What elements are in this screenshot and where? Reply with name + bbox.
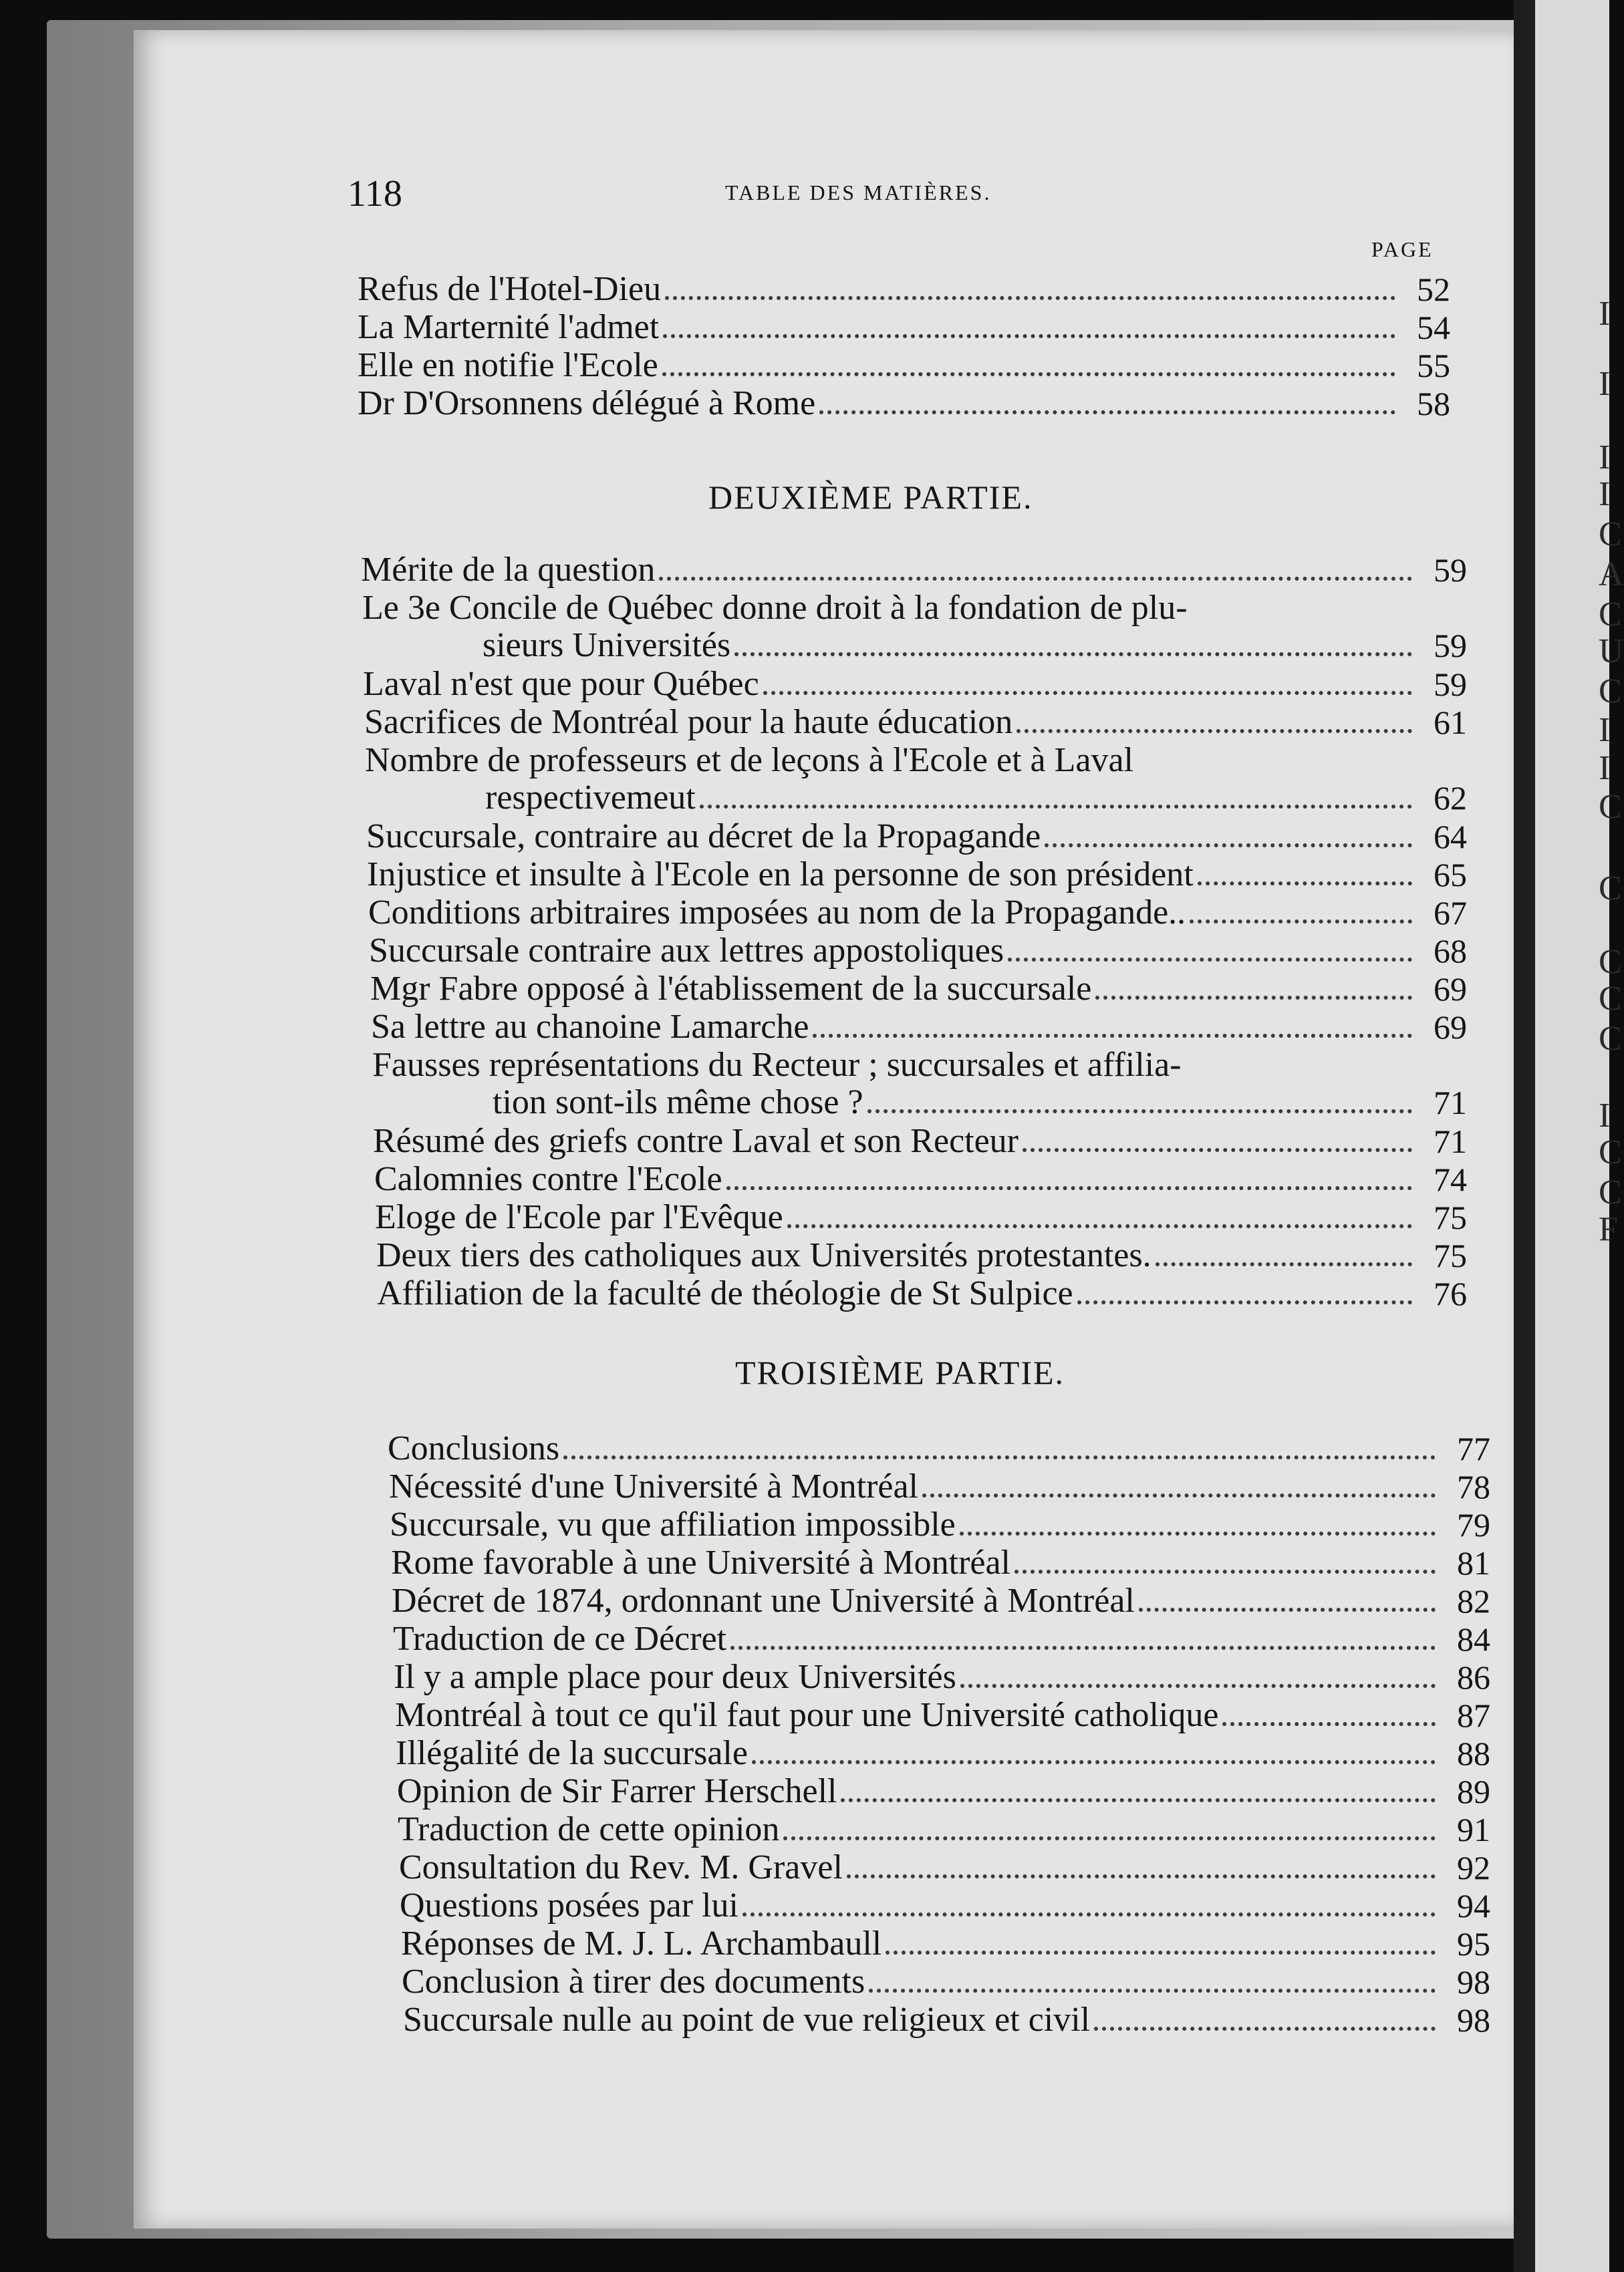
toc-entry [358,309,1450,346]
toc-entry-title: La Marternité l'admet [358,308,660,346]
facing-page-letter: C [1599,672,1622,710]
toc-entry [373,1123,1467,1160]
dot-leader [783,1836,1436,1840]
dot-leader [763,691,1412,695]
toc-entry-page: 88 [1457,1735,1490,1772]
facing-page-letter: I [1599,295,1611,333]
toc-entry-title: Mgr Fabre opposé à l'établissement de la succursale [370,970,1092,1008]
toc-entry-page: 81 [1457,1544,1490,1582]
toc-entry-page: 54 [1417,309,1450,346]
facing-page-letter: I [1599,1097,1611,1135]
facing-page-letter: C [1599,980,1622,1018]
dot-leader [1008,958,1412,962]
dot-leader [1190,919,1412,924]
facing-page-letter: I [1599,438,1611,476]
toc-entry [375,1199,1467,1236]
toc-entry-title: Succursale contraire aux lettres appostoliques [369,932,1004,970]
dot-leader [819,410,1395,414]
dot-leader [1014,1570,1436,1574]
dot-leader [730,1646,1436,1650]
toc-entry-title: Elle en notifie l'Ecole [358,346,658,384]
toc-entry-title: Affiliation de la faculté de théologie de St Sulpice [377,1274,1073,1312]
toc-entry [400,1887,1490,1925]
toc-entry-title: Rome favorable à une Université à Montréal [391,1544,1010,1582]
toc-entry [377,1275,1467,1312]
dot-leader [742,1912,1436,1916]
facing-page-letter: I [1599,749,1611,787]
toc-entry-title: Consultation du Rev. M. Gravel [399,1848,843,1886]
facing-page-letter: C [1599,515,1622,553]
toc-entry [391,1544,1490,1582]
dot-leader [869,1989,1436,1993]
toc-entry [390,1506,1490,1544]
dot-leader [841,1798,1436,1802]
facing-page-letter: C [1599,1020,1622,1058]
dot-leader [734,652,1412,656]
book-binding [1514,0,1535,2272]
toc-entry-page: 59 [1434,551,1467,589]
toc-entry-page: 76 [1434,1275,1467,1312]
toc-entry-page: 84 [1457,1620,1490,1658]
facing-page-letter: A [1599,555,1624,593]
toc-entry [403,2001,1490,2039]
toc-entry [398,1811,1490,1848]
dot-leader [1094,2027,1436,2031]
facing-page-letter: U [1599,632,1624,670]
dot-leader [960,1532,1436,1536]
toc-entry-page: 75 [1434,1199,1467,1236]
toc-entry-title: Dr D'Orsonnens délégué à Rome [358,384,816,422]
toc-entry-page: 59 [1434,666,1467,703]
toc-entry [369,932,1467,970]
toc-entry-multiline [365,742,1467,817]
dot-leader [726,1186,1412,1190]
dot-leader [663,334,1395,338]
toc-entry-title: Injustice et insulte à l'Ecole en la personne de son président [367,855,1194,893]
toc-entry-title: Mérite de la question [361,551,656,589]
toc-entry-title: Refus de l'Hotel-Dieu [358,270,662,308]
dot-leader [922,1494,1436,1498]
toc-entry-page: 65 [1434,856,1467,893]
toc-entry [358,385,1450,422]
facing-page-letter: C [1599,869,1622,907]
toc-entry-page: 87 [1457,1697,1490,1734]
dot-leader [1077,1300,1412,1304]
dot-leader [662,372,1395,376]
page-number: 118 [348,173,402,215]
facing-page-letter: I [1599,475,1611,513]
dot-leader [867,1109,1412,1113]
dot-leader [1139,1608,1436,1612]
facing-page-letter: F [1599,1210,1618,1248]
toc-entry [358,347,1450,384]
facing-page-letter: I [1599,711,1611,749]
toc-entry [396,1735,1490,1772]
toc-entry-title: Décret de 1874, ordonnant une Université à Montréal [392,1582,1135,1620]
toc-entry-title: Il y a ample place pour deux Universités [394,1658,956,1696]
toc-entry [371,1008,1467,1046]
section-heading: DEUXIÈME PARTIE. [708,478,1033,516]
facing-page-letter: C [1599,788,1622,826]
toc-entry [376,1237,1467,1274]
toc-entry-page: 75 [1434,1237,1467,1274]
toc-entry-page: 86 [1457,1659,1490,1696]
facing-page-letter: C [1599,595,1622,633]
toc-entry-title: Résumé des griefs contre Laval et son Recteur [373,1122,1019,1160]
toc-entry-title: Traduction de ce Décret [393,1620,727,1658]
toc-entry-page: 67 [1434,894,1467,932]
toc-entry-page: 78 [1457,1468,1490,1506]
dot-leader [659,577,1412,581]
toc-entry-title: Calomnies contre l'Ecole [374,1160,722,1198]
toc-entry-page: 74 [1434,1161,1467,1198]
toc-entry-page: 94 [1457,1887,1490,1925]
toc-entry-title: Eloge de l'Ecole par l'Evêque [375,1198,783,1236]
running-title: TABLE DES MATIÈRES. [725,180,992,204]
toc-entry-page: 64 [1434,818,1467,855]
toc-entry-page: 68 [1434,932,1467,970]
toc-entry-multiline [362,589,1467,664]
toc-entry-title: Traduction de cette opinion [398,1810,780,1848]
toc-entry [392,1582,1490,1620]
toc-entry-page: 92 [1457,1849,1490,1886]
toc-entry-page: 79 [1457,1506,1490,1544]
toc-entry [402,1963,1490,2001]
toc-entry-title: Sa lettre au chanoine Lamarche [371,1008,809,1046]
toc-entry-title: Opinion de Sir Farrer Herschell [397,1772,837,1810]
toc-entry-title: Laval n'est que pour Québec [363,665,759,703]
toc-entry-title: Sacrifices de Montréal pour la haute éducation [364,703,1013,741]
dot-leader [752,1760,1436,1764]
dot-leader [960,1684,1436,1688]
toc-entry-title: Succursale, contraire au décret de la Propagande [366,817,1041,855]
toc-entry-continuation: sieurs Universités [483,626,731,664]
toc-entry-title: Deux tiers des catholiques aux Universités protestantes. [376,1236,1152,1274]
toc-entry-page: 98 [1457,1963,1490,2001]
toc-entry-page: 59 [1434,627,1467,664]
toc-entry-title: Illégalité de la succursale [396,1734,748,1772]
running-head [348,172,1484,219]
toc-entry-page: 69 [1434,1008,1467,1046]
dot-leader [1017,729,1412,733]
toc-entry-title: Montréal à tout ce qu'il faut pour une Université catholique [395,1696,1219,1734]
facing-page-letter: I [1599,365,1611,403]
toc-entry [389,1468,1490,1506]
toc-entry-page: 62 [1434,779,1467,817]
toc-entry-continuation: respectivemeut [485,778,696,817]
toc-entry [358,271,1450,308]
toc-entry-page: 61 [1434,704,1467,741]
toc-entry [367,856,1467,893]
toc-entry-page: 69 [1434,970,1467,1008]
dot-leader [886,1951,1436,1955]
toc-entry-title: Conclusions [388,1429,560,1467]
toc-entry-page: 98 [1457,2001,1490,2039]
toc-entry [401,1925,1490,1963]
toc-entry-title: Questions posées par lui [400,1886,738,1925]
dot-leader [1045,843,1412,847]
toc-entry-page: 89 [1457,1773,1490,1810]
toc-entry-page: 71 [1434,1084,1467,1121]
dot-leader [1095,996,1412,1000]
toc-entry-title: Conditions arbitraires imposées au nom de la Propagande.. [368,893,1186,932]
toc-entry [366,818,1467,855]
toc-entry-page: 71 [1434,1123,1467,1160]
dot-leader [563,1455,1436,1459]
dot-leader [700,805,1412,809]
toc-entry-page: 55 [1417,347,1450,384]
toc-entry [399,1849,1490,1886]
toc-entry-title: Réponses de M. J. L. Archambaull [401,1925,882,1963]
dot-leader [1198,881,1412,885]
toc-entry-page: 95 [1457,1925,1490,1963]
toc-entry-title: Succursale, vu que affiliation impossible [390,1506,956,1544]
dot-leader [1023,1148,1412,1152]
toc-entry-page: 58 [1417,385,1450,422]
section-heading: TROISIÈME PARTIE. [735,1354,1065,1391]
facing-page-letter: C [1599,1133,1622,1171]
toc-entry [393,1620,1490,1658]
facing-page-letter: C [1599,1173,1622,1212]
dot-leader [847,1874,1436,1878]
toc-entry [361,551,1467,589]
toc-entry-title: Nécessité d'une Université à Montréal [389,1467,918,1506]
toc-entry [394,1659,1490,1696]
page-column-label: PAGE [1371,237,1434,261]
dot-leader [1222,1722,1436,1726]
toc-entry-page: 52 [1417,271,1450,308]
toc-entry-page: 91 [1457,1811,1490,1848]
toc-entry [397,1773,1490,1810]
toc-entry [388,1430,1490,1467]
dot-leader [1156,1262,1412,1266]
toc-entry-title: Conclusion à tirer des documents [402,1963,865,2001]
toc-entry [363,666,1467,703]
toc-entry [395,1697,1490,1734]
facing-page-letter: C [1599,943,1622,981]
dot-leader [665,296,1395,300]
toc-entry-page: 82 [1457,1582,1490,1620]
toc-entry [374,1161,1467,1198]
toc-entry-continuation: tion sont-ils même chose ? [493,1083,863,1121]
toc-entry-page: 77 [1457,1430,1490,1467]
dot-leader [787,1224,1412,1228]
toc-entry [364,704,1467,741]
toc-entry-title: Fausses représentations du Recteur ; succursales et affilia- [372,1046,1182,1084]
toc-entry-title: Le 3e Concile de Québec donne droit à la fondation de plu- [362,589,1188,627]
toc-entry-title: Nombre de professeurs et de leçons à l'Ecole et à Laval [365,741,1133,779]
toc-entry-title: Succursale nulle au point de vue religieux et civil [403,2001,1091,2039]
toc-entry [368,894,1467,932]
toc-entry-multiline [372,1046,1467,1121]
dot-leader [813,1034,1412,1038]
toc-entry [370,970,1467,1008]
